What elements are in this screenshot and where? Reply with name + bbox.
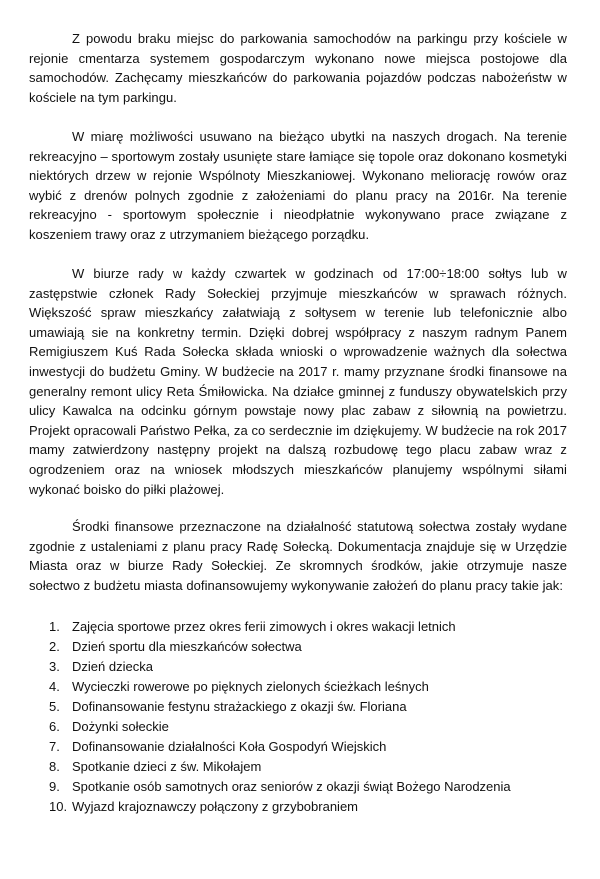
list-item xyxy=(29,697,567,717)
list-number: 2. xyxy=(49,639,60,654)
activities-list xyxy=(29,617,567,817)
list-item xyxy=(29,617,567,637)
list-text: Spotkanie osób samotnych oraz seniorów z okazji świąt Bożego Narodzenia xyxy=(72,779,511,794)
list-number: 9. xyxy=(49,779,60,794)
paragraph-council-office: W biurze rady w każdy czwartek w godzinach od 17:00÷18:00 sołtys lub w zastępstwie członek Rady Sołeckiej przyjmuje mieszkańców w sprawach różnych. Większość spraw mieszkańcy załatwiają z sołtysem w terenie lub telefonicznie albo umawiają sie na konkretny termin. Dzięki dobrej współpracy z naszym radnym Panem Remigiuszem Kuś Rada Sołecka składa wnioski o wprowadzenie ważnych dla sołectwa inwestycji do budżetu Gminy. W budżecie na 2017 r. mamy przyznane środki finansowe na generalny remont ulicy Reta Śmiłowicka. Na działce gminnej z funduszy obywatelskich przy ulicy Kawalca na odcinku górnym powstaje nowy plac zabaw z siłownią na powietrzu. Projekt opracowali Państwo Pełka, za co serdecznie im dziękujemy. W budżecie na rok 2017 mamy zatwierdzony następny projekt na dalszą rozbudowę tego placu zabaw wraz z ogrodzeniem oraz na wniosek młodszych mieszkańców planujemy wspólnymi siłami wykonać boisko do piłki plażowej. xyxy=(29,266,567,497)
list-item xyxy=(29,677,567,697)
list-text: Dofinansowanie festynu strażackiego z okazji św. Floriana xyxy=(72,699,407,714)
list-number: 10. xyxy=(49,799,68,814)
list-number: 5. xyxy=(49,699,60,714)
list-number: 3. xyxy=(49,659,60,674)
list-text: Spotkanie dzieci z św. Mikołajem xyxy=(72,759,262,774)
list-item xyxy=(29,737,567,757)
list-number: 1. xyxy=(49,619,60,634)
list-text: Wycieczki rowerowe po pięknych zielonych ścieżkach leśnych xyxy=(72,679,429,694)
list-item xyxy=(29,657,567,677)
list-item xyxy=(29,757,567,777)
list-text: Dzień dziecka xyxy=(72,659,153,674)
list-number: 6. xyxy=(49,719,60,734)
list-text: Wyjazd krajoznawczy połączony z grzybobraniem xyxy=(72,799,358,814)
list-number: 8. xyxy=(49,759,60,774)
list-item xyxy=(29,637,567,657)
list-item xyxy=(29,777,567,797)
list-item xyxy=(29,717,567,737)
paragraph-funds: Środki finansowe przeznaczone na działalność statutową sołectwa zostały wydane zgodnie z ustaleniami z planu pracy Radę Sołecką. Dokumentacja znajduje się w Urzędzie Miasta oraz w biurze Rady Sołeckiej. Ze skromnych środków, jakie otrzymuje nasze sołectwo z budżetu miasta dofinansowujemy wykonywanie założeń do planu pracy takie jak: xyxy=(29,519,567,593)
list-item xyxy=(29,797,567,817)
list-text: Dzień sportu dla mieszkańców sołectwa xyxy=(72,639,302,654)
paragraph-roads: W miarę możliwości usuwano na bieżąco ubytki na naszych drogach. Na terenie rekreacyjno – sportowym zostały usunięte stare łamiące się topole oraz dokonano kosmetyki niektórych drzew w rejonie Wspólnoty Mieszkaniowej. Wykonano meliorację rowów oraz wybić z drenów polnych zgodnie z założeniami do planu pracy na 2016r. Na terenie rekreacyjno - sportowym społecznie i nieodpłatnie wykonywano prace związane z koszeniem trawy oraz z utrzymaniem bieżącego porządku. xyxy=(29,129,567,242)
list-text: Dofinansowanie działalności Koła Gospodyń Wiejskich xyxy=(72,739,387,754)
paragraph-parking: Z powodu braku miejsc do parkowania samochodów na parkingu przy kościele w rejonie cmentarza systemem gospodarczym wykonano nowe miejsca postojowe dla samochodów. Zachęcamy mieszkańców do parkowania pojazdów podczas nabożeństw w kościele na tym parkingu. xyxy=(29,31,567,105)
list-text: Zajęcia sportowe przez okres ferii zimowych i okres wakacji letnich xyxy=(72,619,456,634)
list-number: 7. xyxy=(49,739,60,754)
list-number: 4. xyxy=(49,679,60,694)
list-text: Dożynki sołeckie xyxy=(72,719,169,734)
